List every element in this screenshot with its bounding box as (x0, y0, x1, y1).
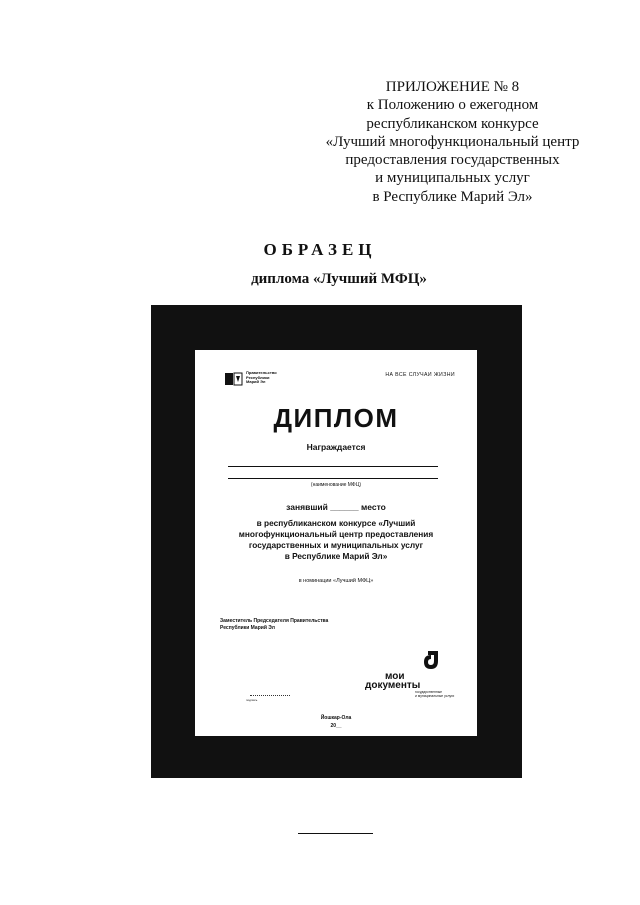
motto: НА ВСЕ СЛУЧАИ ЖИЗНИ (385, 372, 455, 378)
logo-sub-line: и муниципальные услуги (415, 693, 455, 698)
footer-divider (298, 833, 373, 834)
diploma-title: ДИПЛОМ (273, 403, 399, 433)
name-caption: (наименование МФЦ) (310, 482, 362, 488)
appendix-line: к Положению о ежегодном (366, 97, 539, 114)
government-emblem-icon (225, 372, 243, 386)
diploma-frame (151, 305, 522, 778)
awarded-label: Награждается (306, 442, 366, 452)
government-name (246, 371, 277, 385)
deputy-line: Республики Марий Эл (220, 625, 275, 631)
logo-line: документы (365, 680, 421, 691)
moi-documenty-logo-icon (423, 650, 439, 670)
place-line: занявший ______ место (286, 502, 386, 512)
deputy-line: Заместитель Председателя Правительства (220, 618, 329, 624)
contest-line: в Республике Марий Эл» (284, 551, 388, 561)
city-year (195, 714, 477, 730)
nomination: в номинации «Лучший МФЦ» (298, 578, 374, 584)
appendix-line: в Республике Марий Эл» (372, 188, 533, 205)
contest-line: государственных и муниципальных услуг (248, 540, 424, 550)
signature-line (250, 695, 290, 696)
year: 20__ (330, 723, 342, 729)
name-line (228, 466, 438, 467)
sample-title: ОБРАЗЕЦ (263, 240, 377, 259)
government-name-line: Республики (246, 374, 270, 380)
logo-sub-line: государственные (415, 690, 443, 694)
contest-text (195, 518, 477, 562)
government-name-line: Марий Эл (246, 379, 266, 385)
sample-subtitle: диплома «Лучший МФЦ» (251, 271, 427, 287)
appendix-line: «Лучший многофункциональный центр (325, 133, 580, 150)
appendix-line: предоставления государственных (345, 152, 560, 169)
signature-caption: подпись (246, 698, 258, 702)
government-name-line: Правительство (246, 370, 277, 375)
name-line (228, 478, 438, 479)
moi-documenty-logo-text (365, 672, 420, 690)
contest-line: в республиканском конкурсе «Лучший (256, 518, 416, 528)
logo-line: мои (385, 671, 405, 682)
contest-line: многофункциональный центр предоставления (238, 529, 434, 539)
city: Йошкар-Ола (320, 715, 352, 721)
appendix-line: республиканском конкурсе (366, 115, 539, 132)
appendix-header (300, 78, 605, 206)
appendix-line: ПРИЛОЖЕНИЕ № 8 (385, 79, 520, 95)
moi-documenty-logo-subtitle (415, 691, 454, 699)
diploma-sheet (195, 350, 477, 736)
deputy-signatory (220, 618, 328, 632)
appendix-line: и муниципальных услуг (375, 170, 530, 187)
